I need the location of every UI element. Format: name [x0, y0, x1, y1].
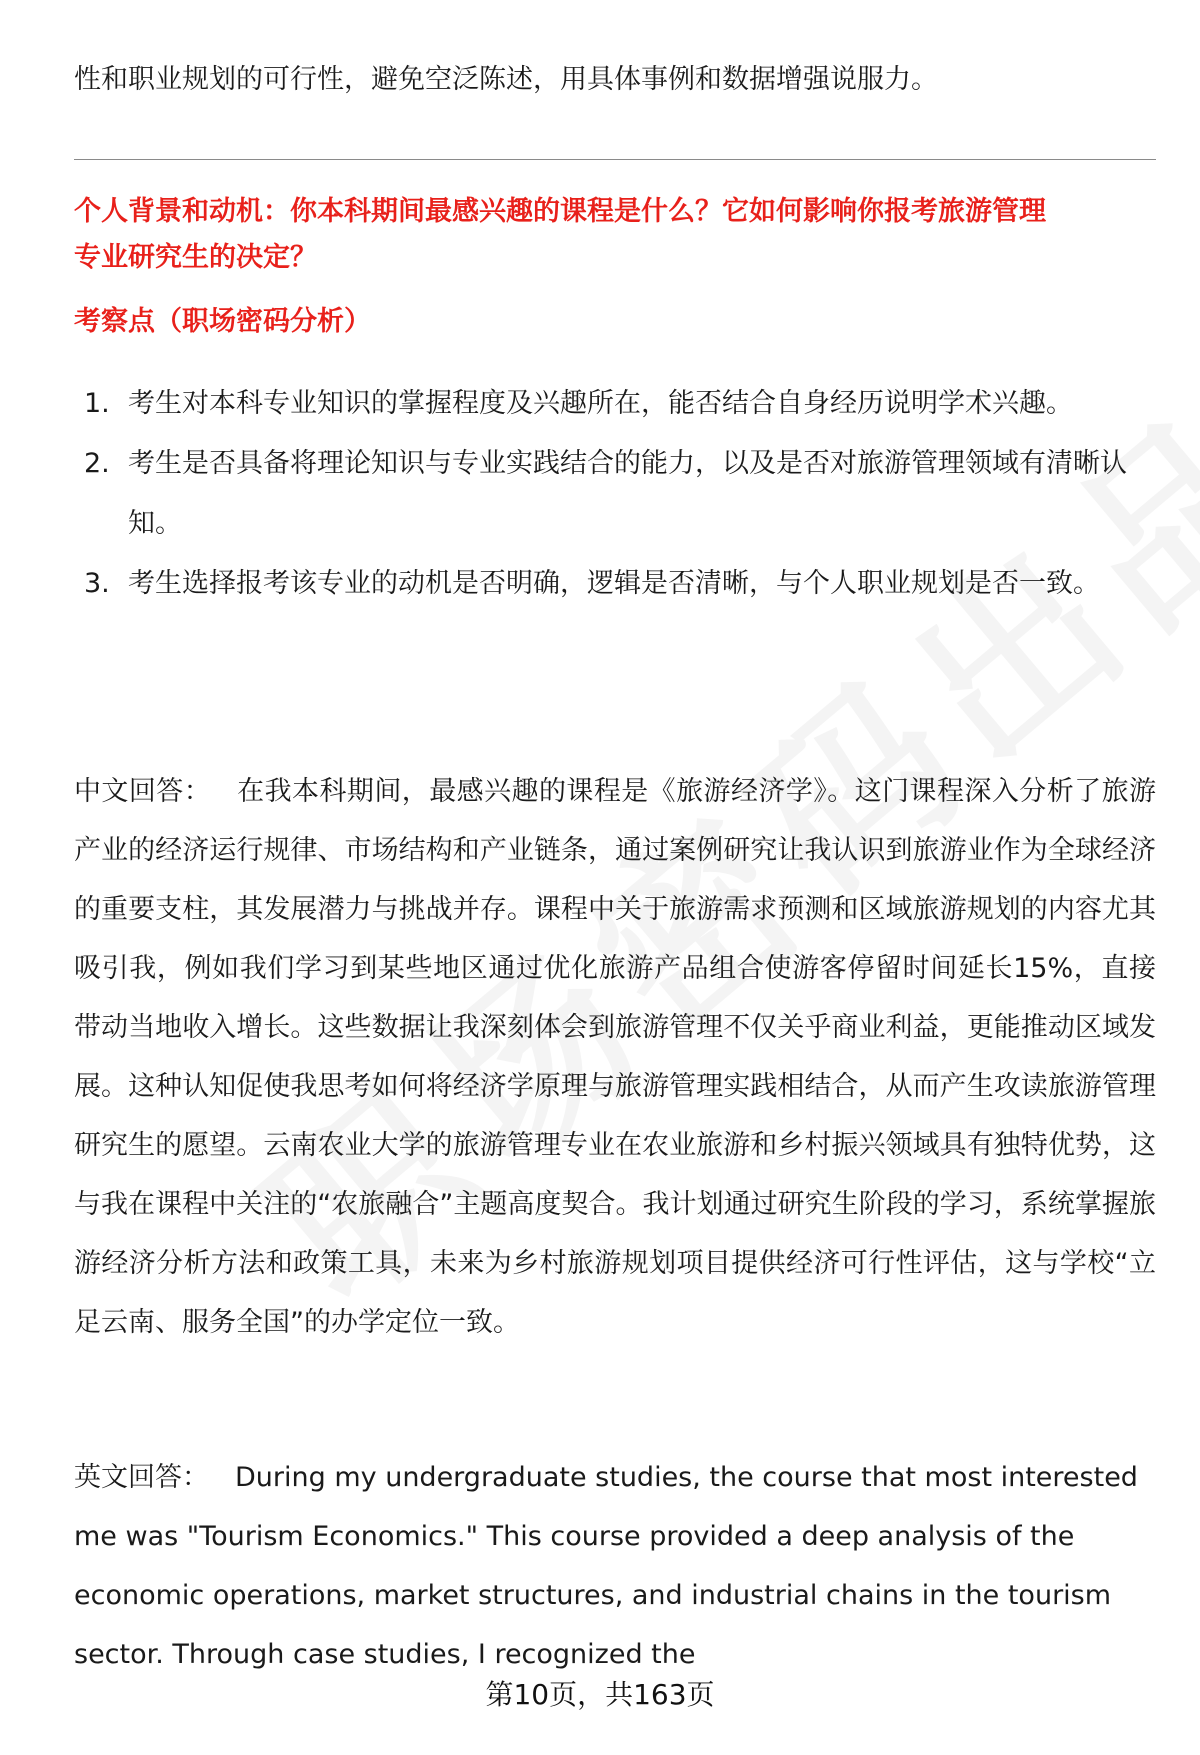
list-item-text: 考生对本科专业知识的掌握程度及兴趣所在，能否结合自身经历说明学术兴趣。 [128, 388, 1073, 419]
list-item [74, 554, 1156, 614]
list-number: 1. [84, 388, 110, 419]
list-number: 2. [84, 448, 110, 479]
english-answer-label: 英文回答： [74, 1462, 209, 1493]
page-number-footer: 第10页，共163页 [485, 1678, 715, 1711]
question-heading [74, 189, 1156, 281]
chinese-answer-text: 在我本科期间，最感兴趣的课程是《旅游经济学》。这门课程深入分析了旅游产业的经济运行规律、市场结构和产业链条，通过案例研究让我认识到旅游业作为全球经济的重要支柱，其发展潜力与挑战并存。课程中关于旅游需求预测和区域旅游规划的内容尤其吸引我，例如我们学习到某些地区通过优化旅游产品组合使游客停留时间延长15%，直接带动当地收入增长。这些数据让我深刻体会到旅游管理不仅关乎商业利益，更能推动区域发展。这种认知促使我思考如何将经济学原理与旅游管理实践相结合，从而产生攻读旅游管理研究生的愿望。云南农业大学的旅游管理专业在农业旅游和乡村振兴领域具有独特优势，这与我在课程中关注的“农旅融合”主题高度契合。我计划通过研究生阶段的学习，系统掌握旅游经济分析方法和政策工具，未来为乡村旅游规划项目提供经济可行性评估，这与学校“立足云南、服务全国”的办学定位一致。 [74, 776, 1156, 1338]
list-item-text: 考生是否具备将理论知识与专业实践结合的能力，以及是否对旅游管理领域有清晰认知。 [128, 448, 1127, 539]
english-answer [74, 1448, 1156, 1684]
question-line-1: 个人背景和动机：你本科期间最感兴趣的课程是什么？它如何影响你报考旅游管理 [74, 196, 1046, 227]
chinese-answer [74, 762, 1156, 1352]
list-number: 3. [84, 568, 110, 599]
question-line-2: 专业研究生的决定？ [74, 242, 317, 273]
list-item-text: 考生选择报考该专业的动机是否明确，逻辑是否清晰，与个人职业规划是否一致。 [128, 568, 1100, 599]
list-item [74, 434, 1156, 554]
assessment-points-list [74, 374, 1156, 614]
section-divider [74, 159, 1156, 160]
assessment-points-heading: 考察点（职场密码分析） [74, 306, 371, 337]
list-item [74, 374, 1156, 434]
english-answer-text: During my undergraduate studies, the course that most interested me was "Tourism Economics." This course provided a deep analysis of the economic operations, market structures, and industrial chains in the tourism sector. Through case studies, I recognized the [74, 1462, 1138, 1670]
chinese-answer-label: 中文回答： [74, 776, 212, 807]
intro-paragraph: 性和职业规划的可行性，避免空泛陈述，用具体事例和数据增强说服力。 [74, 64, 938, 95]
